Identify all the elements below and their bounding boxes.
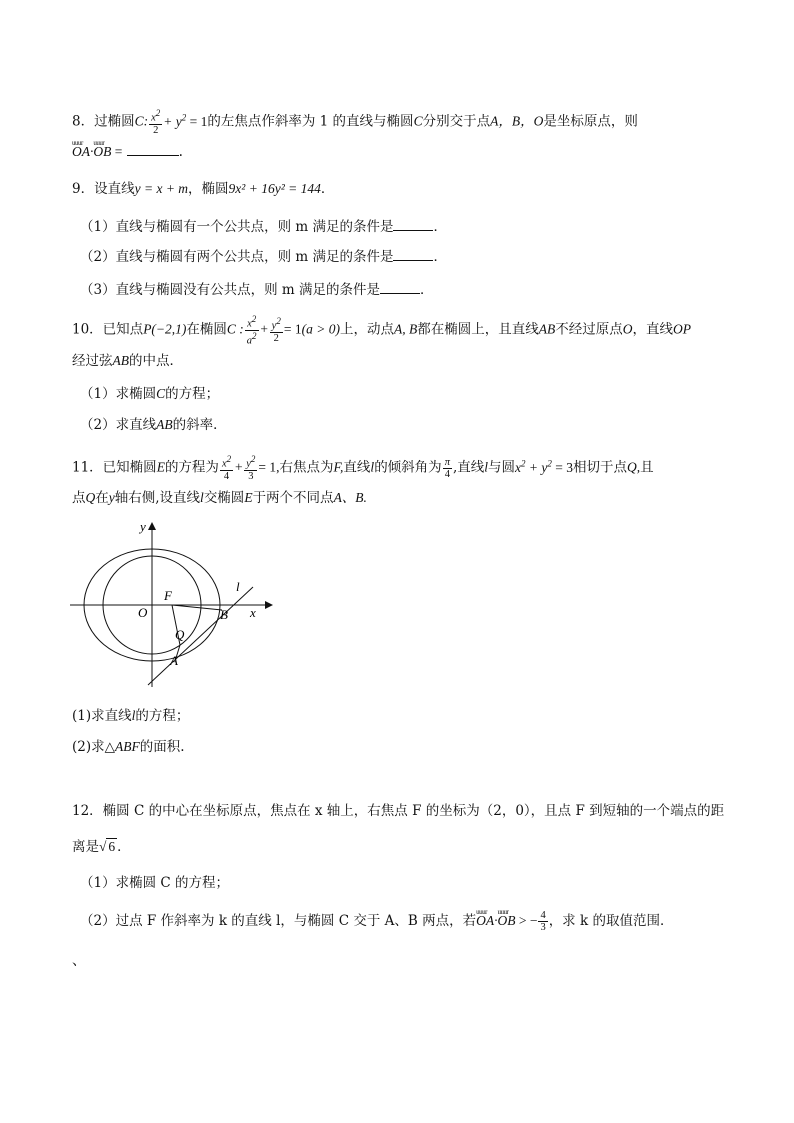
- q11-line1: 11．已知椭圆E的方程为 $\frac{x^2}{4}$ + $\frac{y^2}{3}$ = 1,右焦点为F,直线l的倾斜角为 $\frac{\pi}{4}$ ,直线l与圆$x^2 + y^2 = 3$相切于点Q,且: [72, 454, 654, 482]
- label-l: l: [236, 579, 240, 594]
- figure-svg: [60, 515, 280, 690]
- y-axis-arrow-icon: [148, 522, 156, 530]
- q11-item-1: (1)求直线l的方程；: [72, 708, 190, 724]
- label-f: F: [164, 588, 172, 603]
- label-a: A: [170, 653, 178, 668]
- q8-line2: uuur OA·uuur OB = .: [72, 141, 183, 163]
- q12-line1: 12．椭圆 C 的中心在坐标原点，焦点在 x 轴上，右焦点 F 的坐标为（2，0），且点 F 到短轴的一个端点的距: [72, 803, 725, 819]
- q10-item-1: （1）求椭圆C的方程；: [80, 386, 220, 402]
- q9-stem: 9．设直线y = x + m，椭圆9x² + 16y² = 144．: [72, 181, 335, 197]
- stray-mark: 、: [72, 953, 86, 969]
- q10-line2: 经过弦AB的中点．: [72, 353, 183, 369]
- ellipse-circle-figure: [60, 515, 280, 690]
- q8-answer-blank[interactable]: [127, 141, 179, 156]
- label-b: B: [220, 607, 228, 622]
- segment-fb: [172, 605, 222, 610]
- q9-item-3: （3）直线与椭圆没有公共点，则 m 满足的条件是 ．: [80, 279, 433, 301]
- q8-line1: 8．过椭圆C: $\frac{x^2}{2}$ + $y^2 = 1$的左焦点作斜率为 1 的直线与椭圆C分别交于点A，B，O是坐标原点，则: [72, 108, 638, 136]
- label-q: Q: [175, 627, 185, 642]
- q10-item-2: （2）求直线AB的斜率．: [80, 417, 227, 433]
- label-y: y: [140, 519, 146, 534]
- label-o: O: [138, 605, 148, 620]
- q12-line2: 离是√ 6 ．: [72, 839, 131, 855]
- q12-item-1: （1）求椭圆 C 的方程；: [80, 875, 230, 891]
- q11-item-2: (2)求△ABF的面积.: [72, 739, 185, 755]
- q12-item-2: （2）过点 F 作斜率为 k 的直线 l，与椭圆 C 交于 A、B 两点，若uuur OA·uuur OB > − $\frac{4}{3}$ ，求 k 的取值范围．: [80, 910, 673, 933]
- q9-item-1: （1）直线与椭圆有一个公共点，则 m 满足的条件是 ．: [80, 216, 447, 238]
- q9-blank-3[interactable]: [380, 279, 420, 294]
- ellipse-c-label: C:: [134, 113, 149, 129]
- q9-item-2: （2）直线与椭圆有两个公共点，则 m 满足的条件是 ．: [80, 246, 447, 268]
- q9-blank-2[interactable]: [393, 246, 433, 261]
- x-axis-arrow-icon: [265, 601, 273, 609]
- q11-line2: 点Q在y轴右侧,设直线l交椭圆E于两个不同点A、B.: [72, 490, 367, 506]
- label-x: x: [250, 605, 256, 620]
- q10-line1: 10．已知点P(−2,1)在椭圆C : $\frac{x^2}{a^2}$ + $\frac{y^2}{2}$ = 1(a > 0)上，动点A, B都在椭圆上，且直线AB不经过原点O，直线OP: [72, 314, 691, 346]
- q9-blank-1[interactable]: [393, 216, 433, 231]
